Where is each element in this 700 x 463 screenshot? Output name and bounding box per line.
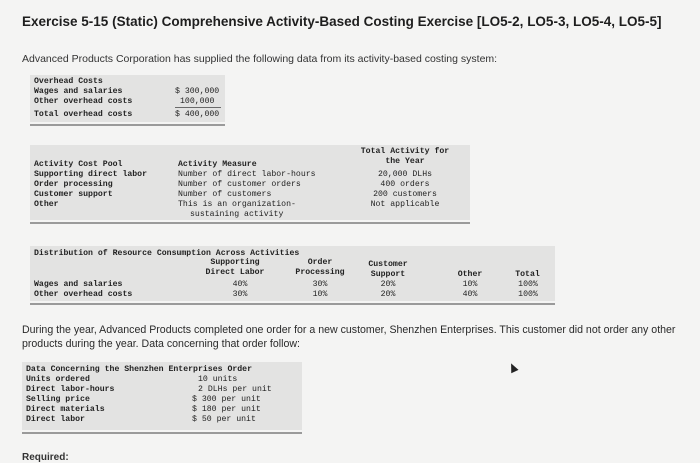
overhead-total-value: $ 400,000 [175,110,220,119]
dist-header-sdl: Supporting [210,258,260,267]
overhead-row-label: Other overhead costs [34,97,133,106]
dist-header-op-2: Processing [295,268,345,277]
overhead-subtotal-line [175,107,221,108]
divider [30,124,225,126]
overhead-table [30,75,225,122]
activity-row-pool: Customer support [34,190,113,199]
activity-row-total: 400 orders [380,180,430,189]
order-row-value: 10 units [198,375,238,384]
dist-header-sdl-2: Direct Labor [205,268,265,277]
intro-text: Advanced Products Corporation has supplied the following data from its activity-based costing system: [22,53,498,65]
dist-row-total: 100% [518,290,538,299]
activity-row-measure: This is an organization- [178,200,296,209]
overhead-row-value: $ 300,000 [175,87,220,96]
activity-header-pool: Activity Cost Pool [34,160,123,169]
overhead-row-label: Wages and salaries [34,87,123,96]
activity-row-pool: Other [34,200,59,209]
dist-header-cs: Customer [368,260,408,269]
dist-header-op: Order [307,258,333,267]
dist-row-cs: 20% [380,290,396,299]
order-row-value: $ 180 per unit [192,405,261,414]
dist-row-other: 10% [462,280,478,289]
dist-row-total: 100% [518,280,538,289]
distribution-title: Distribution of Resource Consumption Across Activities [34,249,300,258]
dist-row-sdl: 30% [232,290,248,299]
dist-header-cs-2: Support [370,270,406,279]
divider [30,303,555,305]
overhead-row-value: 100,000 [180,97,215,106]
order-row-label: Direct labor-hours [26,385,115,394]
order-table [22,362,302,430]
order-row-label: Selling price [26,395,90,404]
activity-row-measure: Number of customers [178,190,272,199]
activity-table [30,145,470,220]
dist-header-other: Other [457,270,483,279]
activity-header-total: Total Activity for [360,147,450,156]
activity-row-total: Not applicable [370,200,440,209]
divider [22,432,302,434]
activity-row-pool: Supporting direct labor [34,170,148,179]
activity-row-measure-cont: sustaining activity [190,210,284,219]
overhead-total-label: Total overhead costs [34,110,133,119]
activity-row-total: 200 customers [373,190,437,199]
order-row-value: $ 300 per unit [192,395,261,404]
overhead-header: Overhead Costs [34,77,103,86]
activity-row-measure: Number of direct labor-hours [178,170,316,179]
exercise-title: Exercise 5-15 (Static) Comprehensive Activity-Based Costing Exercise [LO5-2, LO5-3, LO5-4, LO5-5] [22,14,662,29]
divider [30,222,470,224]
order-paragraph: During the year, Advanced Products completed one order for a new customer, Shenzhen Enterprises. This customer did not order any other products during the year. Data concerning that order follow: [22,324,676,350]
order-header: Data Concerning the Shenzhen Enterprises Order [26,365,253,374]
order-row-value: $ 50 per unit [192,415,256,424]
dist-row-label: Wages and salaries [34,280,123,289]
order-row-label: Units ordered [26,375,90,384]
required-heading: Required: [22,452,69,463]
activity-header-total-2: the Year [385,157,425,166]
activity-row-total: 20,000 DLHs [377,170,433,179]
order-row-value: 2 DLHs per unit [198,385,272,394]
order-row-label: Direct labor [26,415,85,424]
activity-row-measure: Number of customer orders [178,180,301,189]
activity-header-measure: Activity Measure [178,160,257,169]
dist-header-total: Total [515,270,540,279]
dist-row-label: Other overhead costs [34,290,133,299]
dist-row-op: 30% [312,280,328,289]
order-row-label: Direct materials [26,405,105,414]
dist-row-op: 10% [312,290,328,299]
activity-row-pool: Order processing [34,180,113,189]
mouse-cursor-icon [507,362,518,374]
distribution-table [30,246,555,301]
dist-row-sdl: 40% [232,280,248,289]
dist-row-other: 40% [462,290,478,299]
dist-row-cs: 20% [380,280,396,289]
